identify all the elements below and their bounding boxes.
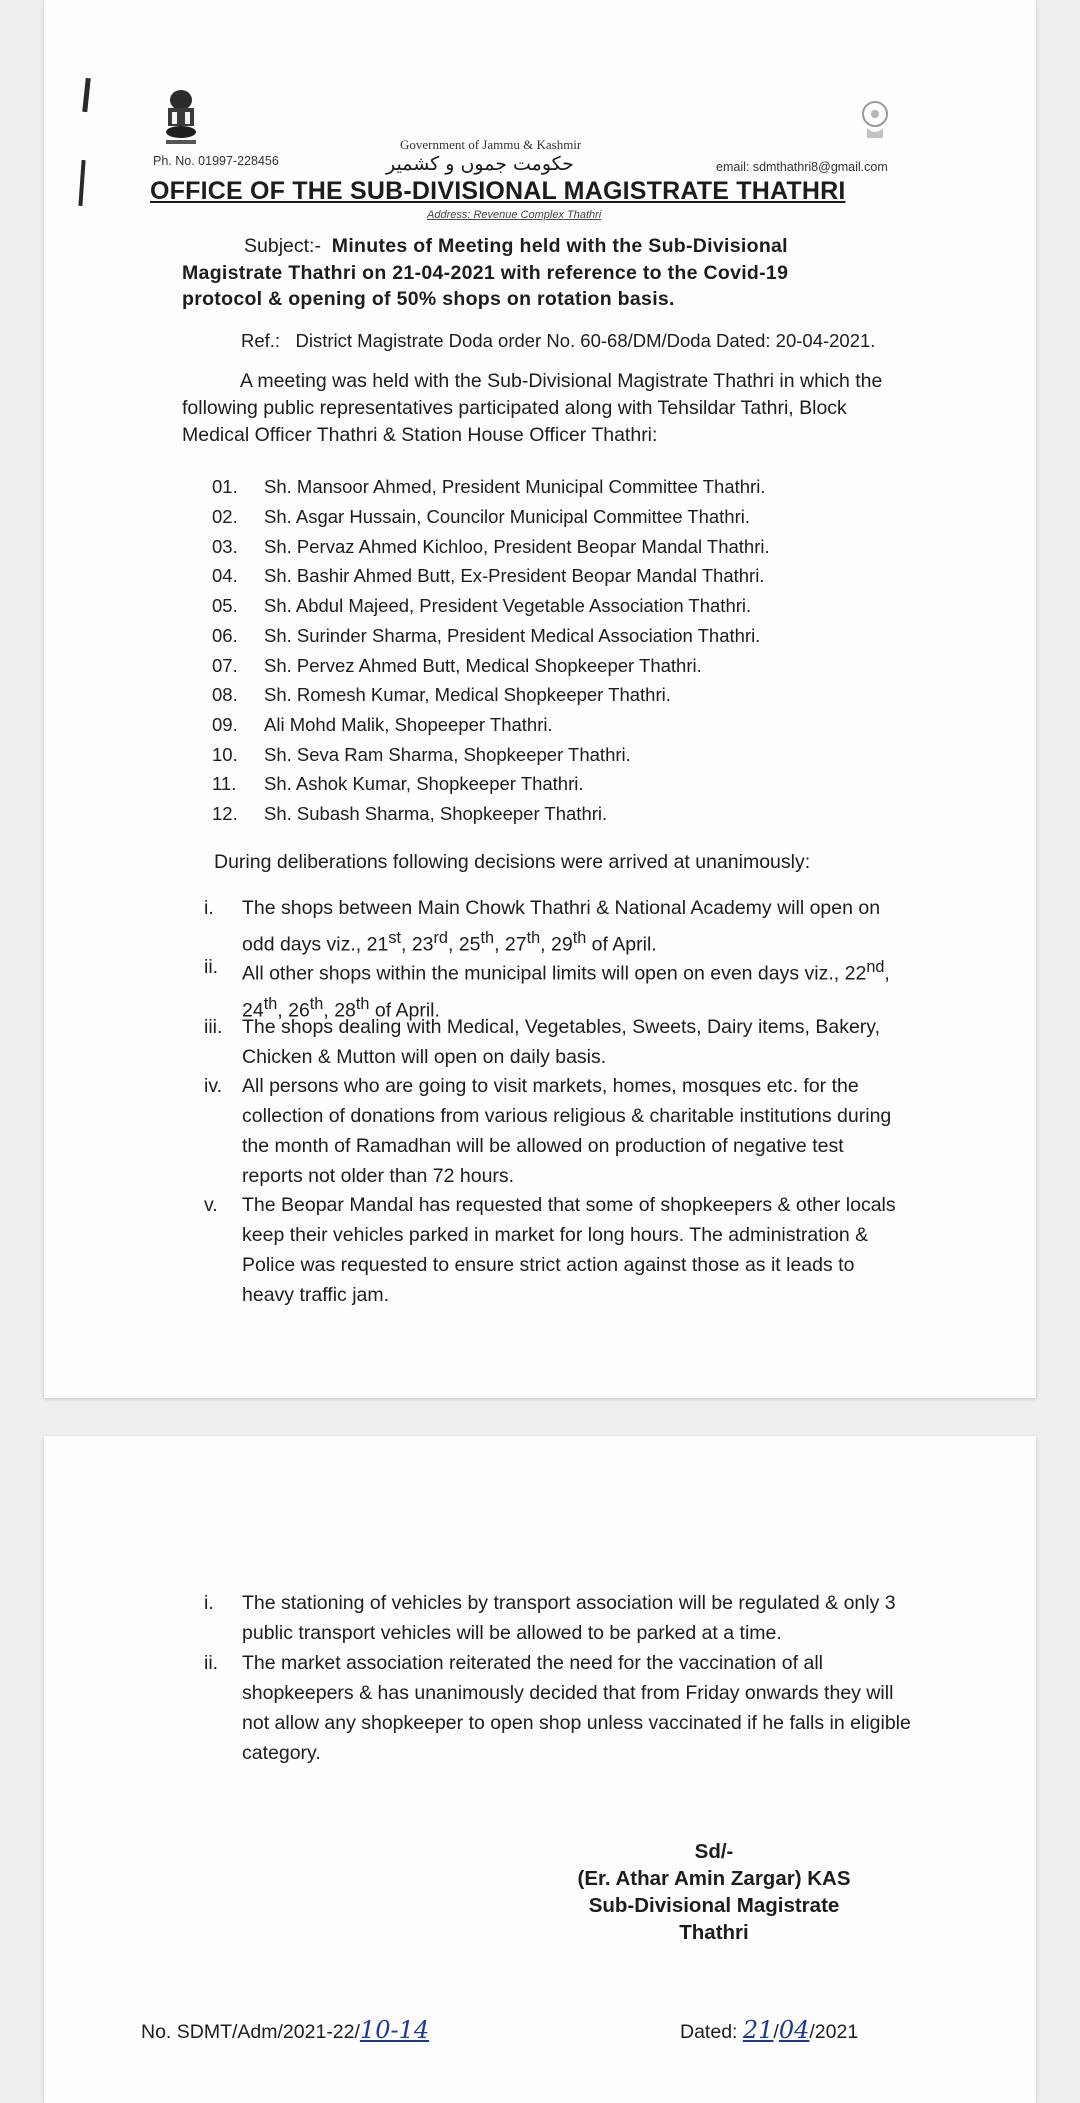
reference-text: District Magistrate Doda order No. 60-68/DM/Doda Dated: 20-04-2021. (295, 330, 876, 351)
email-address: email: sdmthathri8@gmail.com (716, 160, 888, 174)
office-seal-icon (854, 98, 896, 144)
intro-line-1: A meeting was held with the Sub-Divisional Magistrate Thathri in which the (240, 370, 883, 392)
reference-line (241, 330, 875, 352)
subject-line-3: protocol & opening of 50% shops on rotation basis. (182, 288, 675, 310)
order-number-label: No. SDMT/Adm/2021-22/ (141, 2021, 360, 2043)
signature-block (534, 1838, 894, 1946)
date-label: Dated: (680, 2021, 738, 2043)
document-page-1: Government of Jammu & Kashmir حکومت جموں و کشمیر Ph. No. 01997-228456 email: sdmthathri8@gmail.com OFFICE OF THE SUB-DIVISIONAL MAGISTRATE THATHRI Address: Revenue Complex Thathri Subject:- Minutes of Meeting held with the Sub-Divisional Magistrate Thathri on 21-04-2021 with reference to the Covid-19 protocol & opening of 50% shops on rotation basis. Ref.: District Magistrate Doda order No. 60-68/DM/Doda Dated: 20-04-2021. A meeting was held with the Sub-Divisional Magistrate Thathri in which the following public representatives participated along with Tehsildar Tathri, Block Medical Officer Thathri & Station House Officer Thathri: 01. Sh. Mansoor Ahmed, President Municipal Committee Thathri. 02. Sh. Asgar Hussain, Councilor Municipal Committee Thathri. 03. Sh. Pervaz Ahmed Kichloo, President Beopar Mandal Thathri. 04. Sh. Bashir Ahmed Butt, Ex-President Beopar Mandal Thathri. 05. Sh. Abdul Majeed, President Vegetable Association Thathri. 06. Sh. Surinder Sharma, President Medical Association Thathri. 07. Sh. Pervez Ahmed Butt, Medical Shopkeeper Thathri. 08. Sh. Romesh Kumar, Medical Shopkeeper Thathri. 09. Ali Mohd Malik, Shopeeper Thathri. 10. Sh. Seva Ram Sharma, Shopkeeper Thathri. 11. Sh. Ashok Kumar, Shopkeeper Thathri. 12. Sh. Subash Sharma, Shopkeeper Thathri. During deliberations following decisions were arrived at unanimously: i. The shops between Main Chowk Thathri & National Academy will open on odd days viz., 21st, 23rd, 25th, 27th, 29th of April. ii. All other shops within the municipal limits will open on even days viz., 22nd, 24th, 26th, 28th of April. iii. The shops dealing with Medical, Vegetables, Sweets, Dairy items, Bakery, Chicken & Mutton will open on daily basis. iv. All persons who are going to visit markets, homes, mosques etc. for the collection of donations from various religious & charitable institutions during the month of Ramadhan will be allowed on production of negative test reports not older than 72 hours. v. The Beopar Mandal has requested that some of shopkeepers & other locals keep their vehicles parked in market for long hours. The administration & Police was requested to ensure strict action against those as it leads to heavy traffic jam. (44, 0, 1036, 1398)
intro-line-2: following public representatives participated along with Tehsildar Tathri, Block (182, 397, 847, 419)
signatory-place: Thathri (679, 1921, 749, 1944)
document-page-2: i. The stationing of vehicles by transport association will be regulated & only 3 public transport vehicles will be allowed to be parked at a time. ii. The market association reiterated the need for the vaccination of all shopkeepers & has unanimously decided that from Friday onwards they will not allow any shopkeeper to open shop unless vaccinated if he falls in eligible category. Sd/- (Er. Athar Amin Zargar) KAS Sub-Divisional Magistrate Thathri No. SDMT/Adm/2021-22/10-14 Dated: 21/04/2021 (44, 1436, 1036, 2103)
date-year: /2021 (809, 2021, 859, 2043)
signatory-name: (Er. Athar Amin Zargar) KAS (577, 1867, 851, 1890)
state-emblem-icon (156, 86, 206, 148)
date-month-handwritten: 04 (778, 2016, 810, 2044)
phone-number: Ph. No. 01997-228456 (153, 154, 279, 168)
subject-label: Subject:- (244, 235, 321, 257)
reference-label: Ref.: (241, 330, 281, 351)
subject-line-1: Minutes of Meeting held with the Sub-Divisional (331, 235, 788, 257)
order-number-handwritten: 10-14 (359, 2016, 430, 2044)
date-day-handwritten: 21 (742, 2016, 774, 2044)
subject-block (182, 233, 968, 313)
intro-line-3: Medical Officer Thathri & Station House Officer Thathri: (182, 424, 658, 446)
office-address: Address: Revenue Complex Thathri (427, 209, 602, 221)
deliberations-intro: During deliberations following decisions were arrived at unanimously: (214, 851, 811, 873)
intro-paragraph (182, 368, 968, 449)
signature-sd: Sd/- (694, 1840, 734, 1863)
order-date: Dated: 21/04/2021 (680, 2016, 859, 2044)
subject-line-2: Magistrate Thathri on 21-04-2021 with reference to the Covid-19 (182, 261, 789, 284)
order-number (141, 2016, 429, 2044)
signatory-designation: Sub-Divisional Magistrate (588, 1894, 840, 1917)
office-title: OFFICE OF THE SUB-DIVISIONAL MAGISTRATE THATHRI (150, 177, 846, 205)
government-english: Government of Jammu & Kashmir (400, 137, 582, 152)
government-urdu: حکومت جموں و کشمیر (386, 153, 574, 175)
